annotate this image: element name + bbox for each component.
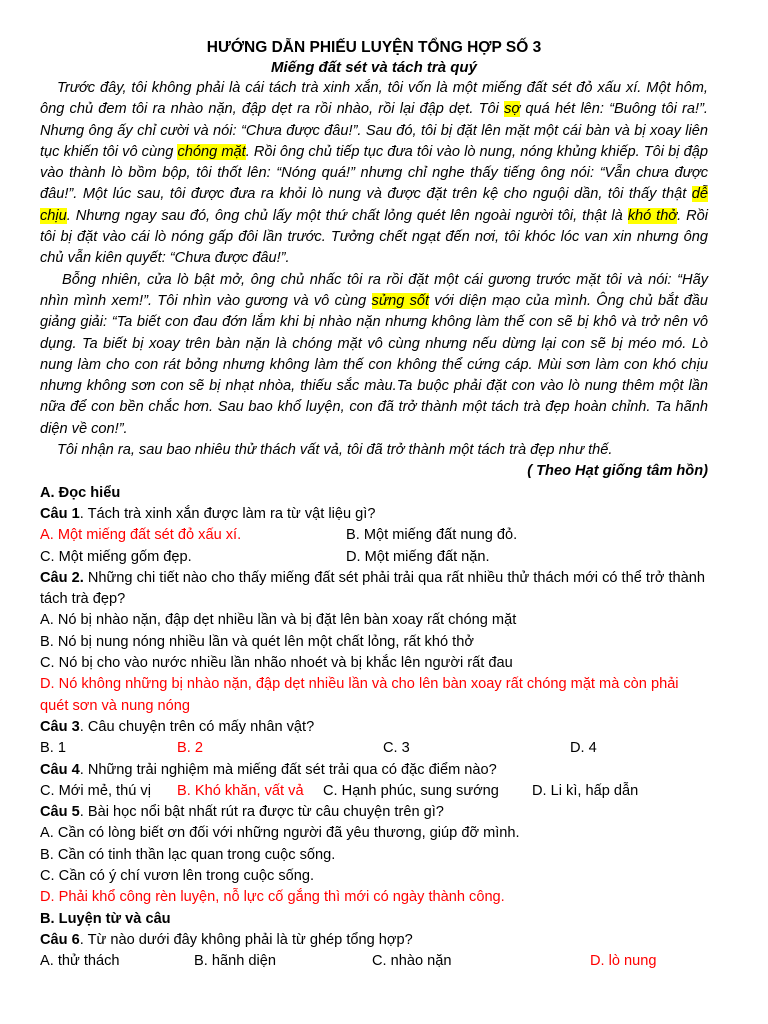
option-b[interactable]: B. Nó bị nung nóng nhiều lần và quét lên một chất lỏng, rất khó thở [40, 633, 474, 650]
story-paragraph-1 [40, 78, 708, 270]
highlight-word: khó thở [627, 207, 678, 224]
highlight-word: chóng mặt [177, 143, 246, 160]
option-c[interactable]: C. Nó bị cho vào nước nhiều lần nhão nhoét và bị khắc lên người rất đau [40, 655, 513, 672]
highlight-word: sợ [504, 101, 521, 118]
section-a-heading: A. Đọc hiểu [40, 484, 121, 501]
option-a[interactable]: C. Mới mẻ, thú vị [40, 782, 151, 799]
question-text: . Bài học nổi bật nhất rút ra được từ câu chuyện trên gì? [79, 804, 444, 821]
worksheet-page [40, 38, 708, 972]
option-c[interactable]: C. Một miếng gốm đẹp. [40, 548, 192, 565]
story-text: Tôi nhận ra, sau bao nhiêu thử thách vất vả, tôi đã trở thành một tách trà đẹp như thế. [57, 442, 613, 459]
question-text: . Câu chuyện trên có mấy nhân vật? [79, 718, 315, 735]
story-text: với diện mạo của mình. Ông chủ bắt đầu giảng giải: “Ta biết con đau đớn lắm khi bị nhào nặn nhưng không làm thế con sẽ bị khô và trở nên vô dụng. Ta biết bị xoay trên bàn nặn là chóng mặt vô cùng nhưng nếu dừng lại con sẽ bị méo mó. Lò nung làm cho con rát bỏng nhưng không làm thế con không thể cứng cáp. Mùi sơn làm con khó chịu nhưng không sơn con sẽ bị nhạt nhòa, thiếu sắc màu.Ta buộc phải đặt con vào lò nung thêm một lần nữa để con bền chắc hơn. Sau bao khổ luyện, con đã trở thành một tách trà đẹp hoàn chỉnh. Ta hãnh diện về con!”. [40, 292, 708, 437]
option-b[interactable]: B. Cần có tinh thần lạc quan trong cuộc sống. [40, 846, 336, 863]
story-paragraph-3 [40, 440, 708, 461]
question-4-options [40, 781, 708, 802]
question-text: . Tách trà xinh xắn được làm ra từ vật liệu gì? [79, 505, 376, 522]
question-label: Câu 4 [40, 761, 80, 778]
highlight-word: dễ chịu [40, 186, 708, 224]
option-a[interactable]: B. 1 [40, 740, 66, 757]
option-d[interactable]: D. Nó không những bị nhào nặn, đập dẹt nhiều lần và cho lên bàn xoay rất chóng mặt mà còn phải quét sơn và nung nóng [40, 676, 679, 714]
section-b-heading: B. Luyện từ và câu [40, 910, 171, 927]
option-b[interactable]: B. hãnh diện [194, 953, 276, 970]
option-c[interactable]: C. nhào nặn [372, 953, 452, 970]
option-a[interactable]: A. Cần có lòng biết ơn đối với những người đã yêu thương, giúp đỡ mình. [40, 825, 520, 842]
option-d[interactable]: D. Phải khổ công rèn luyện, nỗ lực cố gắng thì mới có ngày thành công. [40, 889, 505, 906]
question-text: Những chi tiết nào cho thấy miếng đất sét phải trải qua rất nhiều thử thách mới có thể trở thành tách trà đẹp? [40, 569, 705, 608]
option-c[interactable]: C. Hạnh phúc, sung sướng [323, 782, 499, 799]
highlight-word: sửng sốt [371, 292, 430, 309]
option-c[interactable]: C. 3 [383, 740, 410, 757]
story-text: quá hét lên: “Buông tôi ra!”. Nhưng ông ấy chỉ cười và nói: “Chưa được đâu!”. Sau đó, tôi bị đặt lên mặt một cái bàn và bị xoay liên tục khiến tôi vô cùng [40, 101, 708, 160]
story-source: ( Theo Hạt giống tâm hồn) [527, 463, 708, 480]
question-text: . Từ nào dưới đây không phải là từ ghép tổng hợp? [79, 931, 413, 948]
option-d[interactable]: D. Li kì, hấp dẫn [532, 782, 639, 799]
option-b[interactable]: B. Khó khăn, vất vả [177, 782, 304, 799]
option-a[interactable]: A. thử thách [40, 953, 120, 970]
question-3-options [40, 738, 708, 759]
question-5 [40, 802, 708, 823]
option-b[interactable]: B. 2 [177, 740, 203, 757]
story-paragraph-2 [40, 270, 708, 440]
story-text: Bỗng nhiên, cửa lò bật mở, ông chủ nhấc tôi ra rồi đặt một cái gương trước mặt tôi và nói: “Hãy nhìn mình xem!”. Tôi nhìn vào gương và vô cùng [40, 271, 708, 309]
question-label: Câu 6 [40, 931, 80, 948]
question-label: Câu 3 [40, 718, 80, 735]
option-a[interactable]: A. Một miếng đất sét đỏ xấu xí. [40, 527, 242, 544]
question-6-options [40, 951, 708, 972]
question-text: . Những trải nghiệm mà miếng đất sét trải qua có đặc điểm nào? [79, 761, 497, 778]
page-title: HƯỚNG DẪN PHIẾU LUYỆN TỔNG HỢP SỐ 3 [206, 39, 542, 56]
option-d[interactable]: D. 4 [570, 740, 597, 757]
question-6 [40, 930, 708, 951]
option-d[interactable]: D. lò nung [590, 953, 657, 970]
question-label: Câu 5 [40, 804, 80, 821]
question-3 [40, 717, 708, 738]
question-4 [40, 760, 708, 781]
story-text: Trước đây, tôi không phải là cái tách trà xinh xắn, tôi vốn là một miếng đất sét đỏ xấu xí. Một hôm, ông chủ đem tôi ra nhào nặn, đập dẹt ra rồi nhào, rồi lại đập dẹt. Tôi [40, 80, 708, 118]
story-text: . Nhưng ngay sau đó, ông chủ lấy một thứ chất lỏng quét lên ngoài người tôi, thật là [66, 207, 628, 224]
story-title: Miếng đất sét và tách trà quý [271, 59, 477, 76]
question-1-options-row-2 [40, 547, 708, 568]
question-1 [40, 504, 708, 525]
question-label: Câu 1 [40, 505, 80, 522]
question-label: Câu 2. [40, 569, 84, 586]
story-text: . Rồi ông chủ tiếp tục đưa tôi vào lò nung, nóng khủng khiếp. Tôi bị đập vào thành lò bồm bộp, tôi thốt lên: “Nóng quá!” nhưng chỉ nghe thấy tiếng ông nói: “Vẫn chưa được đâu!”. Một lúc sau, tôi được đưa ra khỏi lò nung và được đặt trên kệ cho nguội dần, tôi thấy thật [40, 143, 708, 203]
option-d[interactable]: D. Một miếng đất nặn. [346, 548, 490, 565]
option-c[interactable]: C. Cần có ý chí vươn lên trong cuộc sống. [40, 867, 315, 884]
option-b[interactable]: B. Một miếng đất nung đỏ. [346, 527, 518, 544]
question-2 [40, 568, 708, 611]
story-text: . Rồi tôi bị đặt vào cái lò nóng gấp đôi lần trước. Tưởng chết ngạt đến nơi, tôi khóc lóc van xin nhưng ông chủ vẫn kiên quyết: “Chưa được đâu!”. [40, 207, 709, 267]
question-1-options-row-1 [40, 525, 708, 546]
option-a[interactable]: A. Nó bị nhào nặn, đập dẹt nhiều lần và bị đặt lên bàn xoay rất chóng mặt [40, 612, 517, 629]
